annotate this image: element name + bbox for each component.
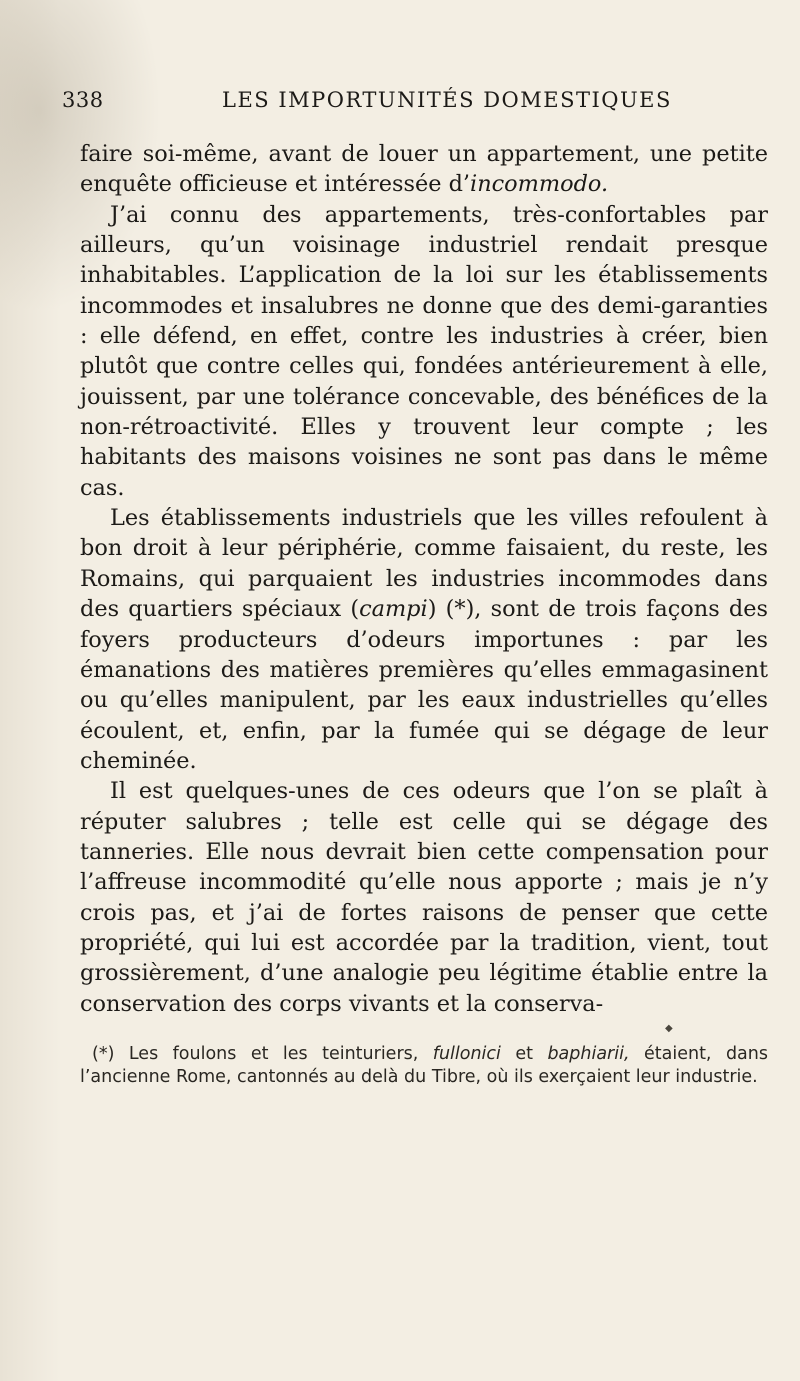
- italic-term: fullonici: [432, 1044, 501, 1064]
- body-text: [80, 139, 768, 1019]
- bullet-ornament: ◆: [665, 1023, 673, 1034]
- page-number: 338: [62, 88, 104, 112]
- footnote: (*) Les foulons et les teinturiers, fullonici et baphiarii, étaient, dans l’ancienne Rome, cantonnés au delà du Tibre, où ils exerçaient leur industrie.: [80, 1044, 768, 1087]
- italic-term: incommodo.: [470, 171, 609, 198]
- paragraph-1: faire soi-même, avant de louer un appartement, une petite enquête officieuse et intéressée d’incommodo.: [80, 141, 768, 198]
- italic-term: campi: [359, 596, 428, 623]
- italic-term: baphiarii,: [547, 1044, 630, 1064]
- paragraph-3: Les établissements industriels que les villes refoulent à bon droit à leur périphérie, comme faisaient, du reste, les Romains, qui parquaient les industries incommodes dans des quartiers spéciaux (campi) (*), sont de trois façons des foyers producteurs d’odeurs importunes : par les émanations des matières premières qu’elles emmagasinent ou qu’elles manipulent, par les eaux industrielles qu’elles écoulent, et, enfin, par la fumée qui se dégage de leur cheminée.: [80, 505, 768, 774]
- paragraph-2: J’ai connu des appartements, très-confortables par ailleurs, qu’un voisinage industriel rendait presque inhabitables. L’application de la loi sur les établissements incommodes et insalubres ne donne que des demi-garanties : elle défend, en effet, contre les industries à créer, bien plutôt que contre celles qui, fondées antérieurement à elle, jouissent, par une tolérance concevable, des bénéfices de la non-rétroactivité. Elles y trouvent leur compte ; les habitants des maisons voisines ne sont pas dans le même cas.: [80, 201, 768, 501]
- paragraph-4: Il est quelques-unes de ces odeurs que l’on se plaît à réputer salubres ; telle est celle qui se dégage des tanneries. Elle nous devrait bien cette compensation pour l’affreuse incommodité qu’elle nous apporte ; mais je n’y crois pas, et j’ai de fortes raisons de penser que cette propriété, qui lui est accordée par la tradition, vient, tout grossièrement, d’une analogie peu légitime établie entre la conservation des corps vivants et la conserva-: [80, 778, 768, 1017]
- running-title: LES IMPORTUNITÉS DOMESTIQUES: [222, 88, 672, 112]
- running-header: [62, 88, 762, 124]
